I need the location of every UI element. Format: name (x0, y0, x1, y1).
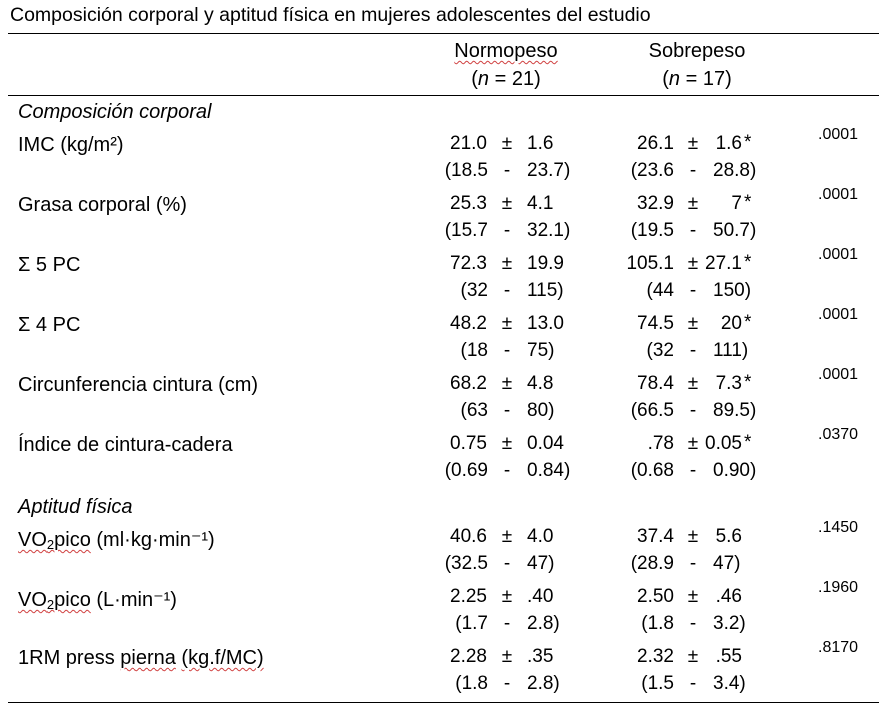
normopeso-min: (18.5 (444, 160, 488, 181)
normopeso-max: 75) (527, 340, 555, 361)
normopeso-max: 2.8) (527, 673, 560, 694)
sobrepeso-sd: 1.6 (715, 133, 742, 154)
range-dash: - (503, 553, 511, 574)
plus-minus: ± (501, 373, 513, 394)
p-value: .0001 (818, 186, 859, 203)
range-dash: - (689, 553, 697, 574)
row-label: 1RM press pierna (kg.f/MC) (18, 647, 264, 669)
sobrepeso-max: 28.8) (713, 160, 757, 181)
plus-minus: ± (501, 253, 513, 274)
sobrepeso-max: 3.4) (713, 673, 746, 694)
sobrepeso-sd: 7 (731, 193, 742, 214)
row-label: Σ 4 PC (18, 314, 81, 336)
row-label: Grasa corporal (%) (18, 194, 187, 216)
sobrepeso-max: 50.7) (713, 220, 757, 241)
normopeso-min: (0.69 (444, 460, 488, 481)
plus-minus: ± (687, 646, 699, 667)
plus-minus: ± (501, 193, 513, 214)
plus-minus: ± (501, 133, 513, 154)
normopeso-mean: 25.3 (450, 193, 487, 214)
column-n: (n = 17) (662, 68, 732, 90)
normopeso-max: 115) (527, 280, 564, 301)
sobrepeso-min: (32 (646, 340, 674, 361)
top-rule (8, 33, 879, 34)
header-rule (8, 95, 879, 96)
plus-minus: ± (687, 433, 699, 454)
sobrepeso-min: (44 (646, 280, 674, 301)
normopeso-min: (32.5 (444, 553, 488, 574)
normopeso-mean: 40.6 (450, 526, 487, 547)
range-dash: - (503, 673, 511, 694)
range-dash: - (503, 400, 511, 421)
sobrepeso-max: 150) (713, 280, 752, 301)
plus-minus: ± (501, 646, 513, 667)
normopeso-mean: 72.3 (450, 253, 487, 274)
sobrepeso-max: 3.2) (713, 613, 746, 634)
plus-minus: ± (687, 526, 699, 547)
sobrepeso-min: (1.8 (641, 613, 674, 634)
sobrepeso-mean: 32.9 (637, 193, 674, 214)
normopeso-min: (18 (460, 340, 488, 361)
normopeso-mean: 2.25 (450, 586, 487, 607)
plus-minus: ± (501, 586, 513, 607)
sobrepeso-mean: 2.50 (637, 586, 674, 607)
normopeso-mean: 2.28 (450, 646, 487, 667)
normopeso-min: (63 (460, 400, 488, 421)
range-dash: - (689, 160, 697, 181)
sobrepeso-mean: 74.5 (637, 313, 674, 334)
p-value: .1450 (818, 519, 859, 536)
normopeso-max: 0.84) (527, 460, 571, 481)
section-title-composicion: Composición corporal (18, 101, 212, 123)
bottom-rule (8, 702, 879, 703)
range-dash: - (689, 220, 697, 241)
normopeso-sd: 19.9 (527, 253, 564, 274)
column-header-sobrepeso (597, 37, 797, 93)
sobrepeso-min: (0.68 (630, 460, 674, 481)
plus-minus: ± (501, 433, 513, 454)
p-value: .8170 (818, 639, 859, 656)
sobrepeso-min: (1.5 (641, 673, 674, 694)
sobrepeso-max: 111) (713, 340, 749, 361)
p-value: .1960 (818, 579, 859, 596)
range-dash: - (689, 400, 697, 421)
row-label: Índice de cintura-cadera (18, 434, 233, 456)
row-label: $VO_2pico$ (L·min⁻¹) (18, 589, 177, 612)
significance-marker: * (744, 252, 752, 273)
plus-minus: ± (687, 193, 699, 214)
column-n: (n = 21) (471, 68, 541, 90)
normopeso-mean: 21.0 (450, 133, 487, 154)
column-title: Sobrepeso (648, 40, 746, 62)
range-dash: - (503, 280, 511, 301)
sobrepeso-min: (66.5 (630, 400, 674, 421)
p-value: .0001 (818, 306, 859, 323)
normopeso-min: (32 (460, 280, 488, 301)
sobrepeso-max: 0.90) (713, 460, 757, 481)
sobrepeso-max: 47) (713, 553, 741, 574)
sobrepeso-sd: 0.05 (705, 433, 742, 454)
sobrepeso-sd: .55 (715, 646, 742, 667)
row-label: $VO_2pico$ (ml·kg·min⁻¹) (18, 529, 215, 552)
normopeso-mean: 0.75 (450, 433, 487, 454)
normopeso-max: 32.1) (527, 220, 571, 241)
sobrepeso-sd: 7.3 (715, 373, 742, 394)
sobrepeso-mean: 78.4 (637, 373, 674, 394)
row-label: IMC (kg/m²) (18, 134, 124, 156)
significance-marker: * (744, 192, 752, 213)
row-label: Σ 5 PC (18, 254, 81, 276)
plus-minus: ± (687, 313, 699, 334)
normopeso-max: 23.7) (527, 160, 571, 181)
normopeso-min: (1.7 (455, 613, 488, 634)
normopeso-min: (1.8 (455, 673, 488, 694)
section-title-aptitud: Aptitud física (18, 496, 133, 518)
range-dash: - (503, 613, 511, 634)
normopeso-sd: 4.8 (527, 373, 554, 394)
column-header-normopeso (406, 37, 606, 93)
significance-marker: * (744, 432, 752, 453)
range-dash: - (689, 280, 697, 301)
p-value: .0370 (818, 426, 859, 443)
column-title: Normopeso (454, 40, 558, 62)
sobrepeso-mean: .78 (647, 433, 674, 454)
sobrepeso-min: (23.6 (630, 160, 674, 181)
p-value: .0001 (818, 126, 859, 143)
range-dash: - (689, 673, 697, 694)
plus-minus: ± (501, 313, 513, 334)
plus-minus: ± (687, 133, 699, 154)
plus-minus: ± (687, 373, 699, 394)
range-dash: - (503, 220, 511, 241)
significance-marker: * (744, 132, 752, 153)
range-dash: - (689, 340, 697, 361)
normopeso-sd: .40 (527, 586, 554, 607)
sobrepeso-mean: 26.1 (637, 133, 674, 154)
range-dash: - (503, 160, 511, 181)
range-dash: - (689, 460, 697, 481)
plus-minus: ± (687, 586, 699, 607)
sobrepeso-min: (28.9 (630, 553, 674, 574)
normopeso-max: 80) (527, 400, 555, 421)
normopeso-max: 2.8) (527, 613, 560, 634)
sobrepeso-sd: 5.6 (715, 526, 742, 547)
significance-marker: * (744, 312, 752, 333)
p-value: .0001 (818, 246, 859, 263)
normopeso-sd: 0.04 (527, 433, 564, 454)
sobrepeso-sd: 27.1 (705, 253, 742, 274)
sobrepeso-min: (19.5 (630, 220, 674, 241)
sobrepeso-mean: 37.4 (637, 526, 674, 547)
sobrepeso-sd: .46 (715, 586, 742, 607)
row-label: Circunferencia cintura (cm) (18, 374, 259, 396)
normopeso-min: (15.7 (444, 220, 488, 241)
plus-minus: ± (501, 526, 513, 547)
normopeso-sd: 13.0 (527, 313, 564, 334)
p-value: .0001 (818, 366, 859, 383)
normopeso-sd: 4.0 (527, 526, 554, 547)
sobrepeso-sd: 20 (720, 313, 742, 334)
sobrepeso-mean: 2.32 (637, 646, 674, 667)
plus-minus: ± (687, 253, 699, 274)
normopeso-mean: 68.2 (450, 373, 487, 394)
sobrepeso-mean: 105.1 (626, 253, 674, 274)
normopeso-max: 47) (527, 553, 555, 574)
range-dash: - (503, 460, 511, 481)
sobrepeso-max: 89.5) (713, 400, 757, 421)
normopeso-sd: .35 (527, 646, 554, 667)
normopeso-sd: 1.6 (527, 133, 554, 154)
normopeso-sd: 4.1 (527, 193, 554, 214)
significance-marker: * (744, 372, 752, 393)
range-dash: - (689, 613, 697, 634)
table-caption: Composición corporal y aptitud física en mujeres adolescentes del estudio (10, 4, 651, 26)
normopeso-mean: 48.2 (450, 313, 487, 334)
range-dash: - (503, 340, 511, 361)
